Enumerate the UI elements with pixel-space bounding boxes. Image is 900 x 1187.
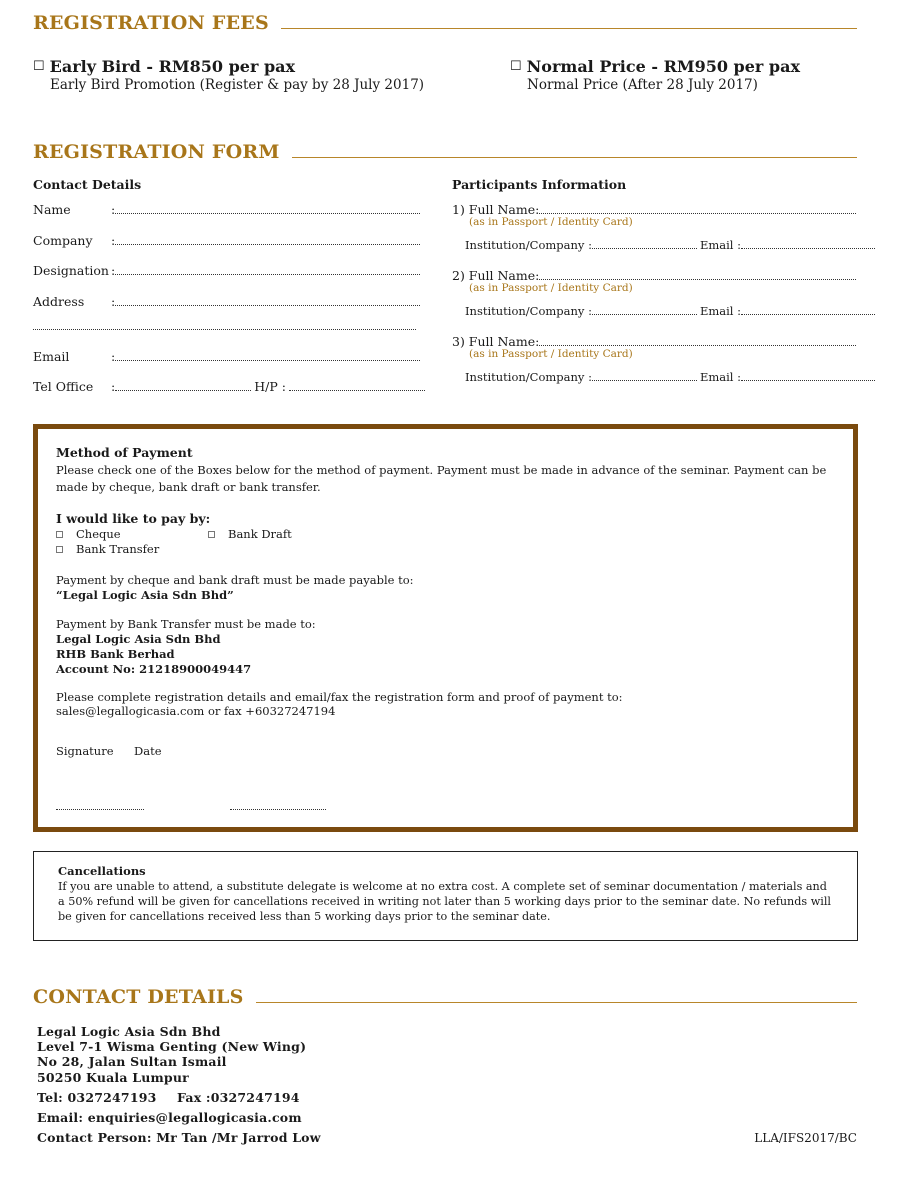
institution-label: Institution/Company : bbox=[465, 238, 592, 252]
participant-3-name[interactable] bbox=[452, 334, 856, 360]
contact-details-header bbox=[33, 986, 857, 1008]
registration-fees-title: REGISTRATION FEES bbox=[33, 12, 269, 34]
colon: : bbox=[111, 294, 116, 309]
checkbox-icon[interactable] bbox=[208, 531, 215, 538]
address-input-line-2[interactable] bbox=[33, 320, 416, 330]
company-label: Company bbox=[33, 233, 93, 248]
checkbox-icon[interactable] bbox=[56, 546, 63, 553]
email-label: Email : bbox=[699, 370, 742, 384]
account-number: Account No: 21218900049447 bbox=[56, 662, 252, 676]
email-input-line[interactable] bbox=[115, 351, 420, 361]
full-name-label: 3) Full Name: bbox=[452, 334, 540, 349]
contact-tel: Tel: 0327247193 bbox=[37, 1090, 157, 1105]
bank-transfer-option[interactable] bbox=[56, 542, 159, 556]
submit-contact: sales@legallogicasia.com or fax +60327247194 bbox=[56, 704, 336, 718]
email-label: Email : bbox=[699, 304, 742, 318]
email-input-line[interactable] bbox=[741, 372, 875, 381]
tel-office-label: Tel Office bbox=[33, 379, 94, 394]
contact-person: Contact Person: Mr Tan /Mr Jarrod Low bbox=[37, 1130, 321, 1145]
bank-draft-label: Bank Draft bbox=[228, 527, 292, 541]
designation-field[interactable] bbox=[33, 263, 420, 278]
company-field[interactable] bbox=[33, 233, 420, 248]
contact-address-1: Level 7-1 Wisma Genting (New Wing) bbox=[37, 1039, 307, 1054]
signature-line[interactable] bbox=[56, 806, 144, 810]
hp-label: H/P : bbox=[254, 379, 286, 394]
bank-name: RHB Bank Berhad bbox=[56, 647, 175, 661]
signature-label: Signature bbox=[56, 744, 114, 758]
email-input-line[interactable] bbox=[741, 240, 875, 249]
cancellations-text: If you are unable to attend, a substitute delegate is welcome at no extra cost. A complete set of seminar documentation / materials and a 50% refund will be given for cancellations received in writing not later than 5 working days prior to the seminar date. No refunds will be given for cancellations received less than 5 working days prior to the seminar date. bbox=[58, 880, 832, 923]
transfer-note: Payment by Bank Transfer must be made to: bbox=[56, 617, 316, 631]
name-field[interactable] bbox=[33, 202, 420, 217]
registration-form-title: REGISTRATION FORM bbox=[33, 141, 280, 163]
email-label: Email bbox=[33, 349, 70, 364]
normal-price-desc: Normal Price (After 28 July 2017) bbox=[527, 77, 758, 93]
participants-heading: Participants Information bbox=[452, 177, 627, 192]
checkbox-icon[interactable] bbox=[56, 531, 63, 538]
pay-by-heading: I would like to pay by: bbox=[56, 511, 211, 526]
hp-input-line[interactable] bbox=[289, 381, 425, 391]
institution-label: Institution/Company : bbox=[465, 370, 592, 384]
cheque-option[interactable] bbox=[56, 527, 121, 541]
contact-email: Email: enquiries@legallogicasia.com bbox=[37, 1110, 302, 1125]
cancellations-title: Cancellations bbox=[58, 864, 146, 878]
bank-transfer-label: Bank Transfer bbox=[76, 542, 160, 556]
passport-note: (as in Passport / Identity Card) bbox=[469, 216, 633, 228]
designation-label: Designation bbox=[33, 263, 109, 278]
participant-3-institution[interactable] bbox=[465, 370, 875, 384]
checkbox-icon[interactable]: ☐ bbox=[33, 59, 45, 74]
checkbox-icon[interactable]: ☐ bbox=[510, 59, 522, 74]
designation-input-line[interactable] bbox=[115, 265, 420, 275]
cheque-label: Cheque bbox=[76, 527, 121, 541]
passport-note: (as in Passport / Identity Card) bbox=[469, 282, 633, 294]
email-label: Email : bbox=[699, 238, 742, 252]
contact-address-3: 50250 Kuala Lumpur bbox=[37, 1070, 189, 1085]
bank-draft-option[interactable] bbox=[208, 527, 292, 541]
participant-2-institution[interactable] bbox=[465, 304, 875, 318]
participant-1-institution[interactable] bbox=[465, 238, 875, 252]
email-input-line[interactable] bbox=[741, 306, 875, 315]
company-input-line[interactable] bbox=[115, 235, 420, 245]
cancellations-box bbox=[33, 851, 858, 941]
colon: : bbox=[111, 379, 116, 394]
divider bbox=[292, 157, 857, 158]
document-reference: LLA/IFS2017/BC bbox=[754, 1131, 857, 1145]
address-label: Address bbox=[33, 294, 85, 309]
payment-intro: Please check one of the Boxes below for the method of payment. Payment must be made in advance of the seminar. Payment can be made by cheque, bank draft or bank transfer. bbox=[56, 463, 827, 494]
divider bbox=[256, 1002, 857, 1003]
full-name-input-line[interactable] bbox=[539, 270, 856, 280]
submit-note: Please complete registration details and email/fax the registration form and proof of payment to: bbox=[56, 690, 623, 704]
payment-title: Method of Payment bbox=[56, 445, 193, 460]
early-bird-option[interactable] bbox=[33, 57, 424, 93]
early-bird-label: Early Bird - RM850 per pax bbox=[49, 57, 296, 76]
full-name-label: 2) Full Name: bbox=[452, 268, 540, 283]
contact-details-title: CONTACT DETAILS bbox=[33, 986, 244, 1008]
email-field[interactable] bbox=[33, 349, 420, 364]
cheque-note: Payment by cheque and bank draft must be made payable to: bbox=[56, 573, 414, 587]
institution-input-line[interactable] bbox=[592, 240, 697, 249]
date-line[interactable] bbox=[230, 806, 326, 810]
tel-office-input-line[interactable] bbox=[115, 381, 251, 391]
institution-label: Institution/Company : bbox=[465, 304, 592, 318]
contact-fax: Fax :0327247194 bbox=[177, 1090, 300, 1105]
tel-field[interactable] bbox=[33, 379, 425, 394]
institution-input-line[interactable] bbox=[592, 372, 697, 381]
name-input-line[interactable] bbox=[115, 204, 420, 214]
colon: : bbox=[111, 233, 116, 248]
colon: : bbox=[111, 263, 116, 278]
contact-company: Legal Logic Asia Sdn Bhd bbox=[37, 1024, 221, 1039]
full-name-input-line[interactable] bbox=[539, 336, 856, 346]
passport-note: (as in Passport / Identity Card) bbox=[469, 348, 633, 360]
address-line-2[interactable] bbox=[33, 320, 416, 330]
registration-form-header bbox=[33, 141, 857, 163]
bank-company: Legal Logic Asia Sdn Bhd bbox=[56, 632, 221, 646]
address-field[interactable] bbox=[33, 294, 420, 309]
early-bird-desc: Early Bird Promotion (Register & pay by 28 July 2017) bbox=[50, 77, 425, 93]
normal-price-option[interactable] bbox=[510, 57, 800, 93]
normal-price-label: Normal Price - RM950 per pax bbox=[526, 57, 801, 76]
registration-fees-header bbox=[33, 12, 857, 34]
name-label: Name bbox=[33, 202, 71, 217]
full-name-input-line[interactable] bbox=[539, 204, 856, 214]
payment-box bbox=[33, 424, 858, 832]
colon: : bbox=[111, 349, 116, 364]
participant-2-name[interactable] bbox=[452, 268, 856, 294]
participant-1-name[interactable] bbox=[452, 202, 856, 228]
address-input-line[interactable] bbox=[115, 296, 420, 306]
date-label: Date bbox=[134, 744, 162, 758]
full-name-label: 1) Full Name: bbox=[452, 202, 540, 217]
contact-details-heading: Contact Details bbox=[33, 177, 142, 192]
colon: : bbox=[111, 202, 116, 217]
payee-name: “Legal Logic Asia Sdn Bhd” bbox=[56, 588, 234, 602]
divider bbox=[281, 28, 857, 29]
contact-address-2: No 28, Jalan Sultan Ismail bbox=[37, 1054, 227, 1069]
institution-input-line[interactable] bbox=[592, 306, 697, 315]
